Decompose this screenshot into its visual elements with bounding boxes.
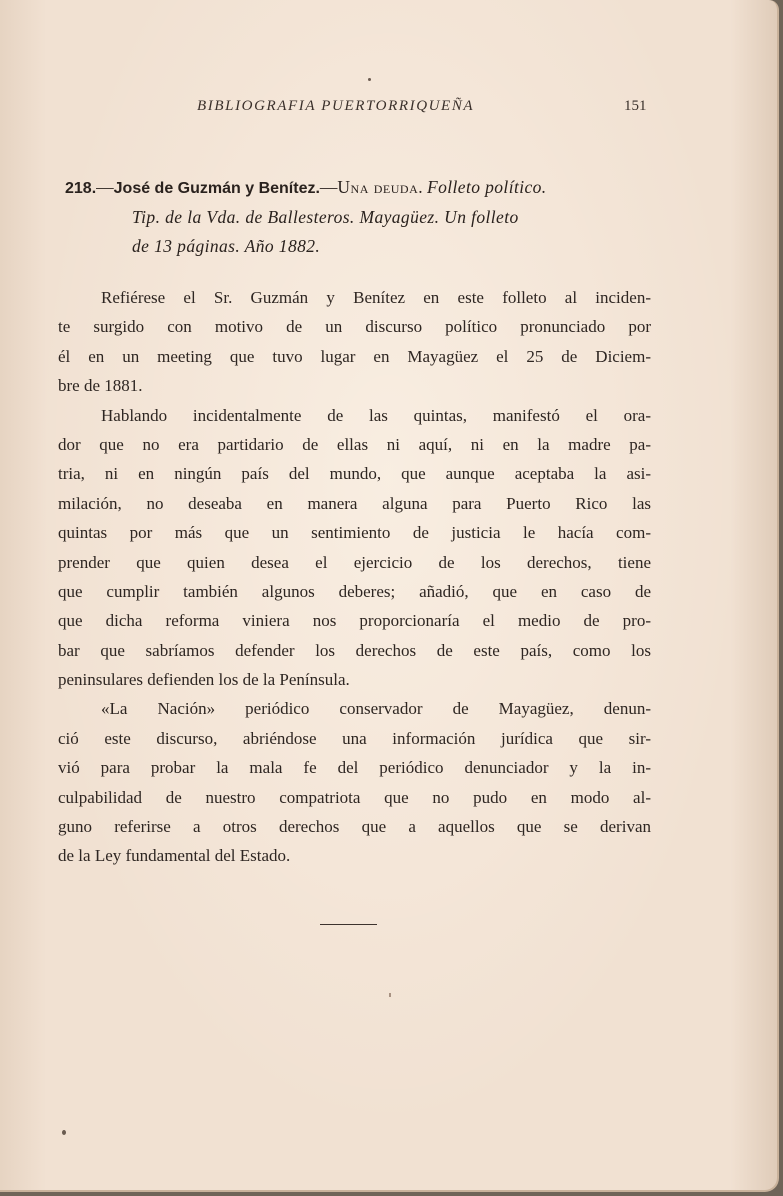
entry-line-1 [65,173,665,203]
entry-imprint: Tip. de la Vda. de Ballesteros. Mayagüez. Un folleto [132,207,519,227]
body-line: «La Nación» periódico conservador de Mayagüez, denun- [101,699,651,719]
entry-number: 218. [65,180,97,197]
section-rule [320,924,377,925]
entry-author: José de Guzmán y Benítez. [113,180,320,197]
print-speck [62,1130,66,1135]
body-line: tria, ni en ningún país del mundo, que aunque aceptaba la asi- [58,464,651,484]
running-title: BIBLIOGRAFIA PUERTORRIQUEÑA [197,98,475,114]
body-text [58,283,651,871]
page-number: 151 [624,98,647,114]
body-line: que cumplir también algunos deberes; añadió, que en caso de [58,581,651,601]
body-line: que dicha reforma viniera nos proporcionaría el medio de pro- [58,611,651,631]
body-line: ció este discurso, abriéndose una información jurídica que sir- [58,728,651,748]
body-line: bar que sabríamos defender los derechos de este país, como los [58,640,651,660]
entry-extent: de 13 páginas. Año 1882. [132,236,321,256]
print-speck [389,993,391,997]
running-head [0,98,777,120]
entry-title: Una deuda [337,177,419,197]
print-speck [368,78,371,81]
body-line: te surgido con motivo de un discurso político pronunciado por [58,317,651,337]
body-line: milación, no deseaba en manera alguna para Puerto Rico las [58,493,651,513]
bibliography-entry [65,173,665,261]
entry-description: Folleto político. [427,177,547,197]
body-line: él en un meeting que tuvo lugar en Mayagüez el 25 de Diciem- [58,346,651,366]
body-line: Refiérese el Sr. Guzmán y Benítez en este folleto al inciden- [101,288,651,307]
entry-dash: — [319,177,338,197]
entry-dash: — [96,177,114,197]
body-line: culpabilidad de nuestro compatriota que no pudo en modo al- [58,787,651,807]
body-line: vió para probar la mala fe del periódico denunciador y la in- [58,758,651,778]
body-line: prender que quien desea el ejercicio de los derechos, tiene [58,552,651,572]
body-line: peninsulares defienden los de la Península. [58,670,350,690]
body-line: bre de 1881. [58,376,143,396]
body-line: guno referirse a otros derechos que a aquellos que se derivan [58,817,651,837]
body-line: quintas por más que un sentimiento de justicia le hacía com- [58,523,651,543]
entry-title-period: . [418,177,423,197]
body-line: de la Ley fundamental del Estado. [58,846,291,866]
body-line: dor que no era partidario de ellas ni aquí, ni en la madre pa- [58,434,651,454]
body-line: Hablando incidentalmente de las quintas, manifestó el ora- [101,405,651,425]
